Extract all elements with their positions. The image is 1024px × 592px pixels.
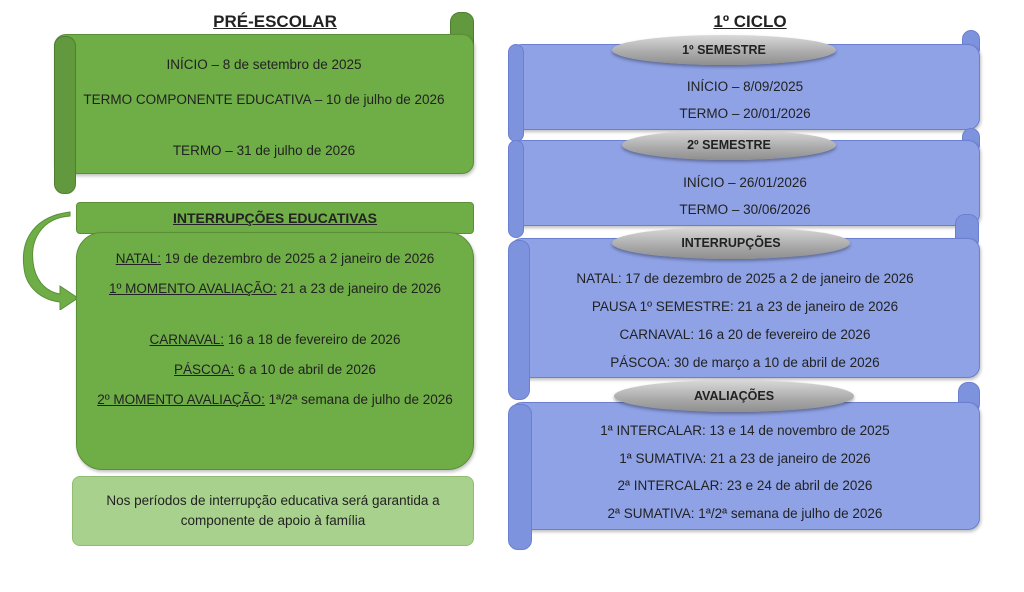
interrupcao-label: NATAL: — [115, 251, 162, 266]
interrupcao-label: PÁSCOA: — [174, 362, 235, 377]
curved-arrow-icon — [22, 210, 82, 310]
interrupcoes-educativas-title — [76, 202, 474, 234]
interrupcao-label: CARNAVAL: — [149, 332, 225, 347]
semestre1-inicio: INÍCIO – 8/09/2025 — [686, 79, 804, 94]
apoio-familia-note-text: Nos períodos de interrupção educativa será garantida a componente de apoio à família — [106, 493, 440, 528]
interrupcao-1-momento-avaliacao — [101, 279, 449, 299]
pre-escolar-dates-panel — [54, 34, 474, 174]
avaliacao-item: 2ª SUMATIVA: 1ª/2ª semana de julho de 2026 — [607, 506, 883, 521]
scroll-curl-bottom-left — [54, 36, 76, 194]
semestre1-termo: TERMO – 20/01/2026 — [679, 106, 811, 121]
interrupcao-1ciclo-item: CARNAVAL: 16 a 20 de fevereiro de 2026 — [619, 327, 871, 342]
semestre1-title-pill — [612, 35, 836, 65]
scroll-curl-bottom-left — [508, 44, 524, 142]
interrupcao-text: 21 a 23 de janeiro de 2026 — [276, 281, 442, 296]
interrupcao-text: 16 a 18 de fevereiro de 2026 — [224, 332, 401, 347]
avaliacao-item: 2ª INTERCALAR: 23 e 24 de abril de 2026 — [617, 478, 873, 493]
semestre2-inicio: INÍCIO – 26/01/2026 — [683, 175, 807, 190]
avaliacoes-panel — [510, 402, 980, 530]
pre-escolar-termo-componente: TERMO COMPONENTE EDUCATIVA – 10 de julho de 2026 — [83, 92, 445, 107]
interrupcao-text: 19 de dezembro de 2025 a 2 janeiro de 2026 — [161, 251, 435, 266]
pre-escolar-inicio: INÍCIO – 8 de setembro de 2025 — [166, 57, 362, 72]
scroll-curl-bottom-left — [508, 404, 532, 550]
interrupcoes-1ciclo-title: INTERRUPÇÕES — [681, 236, 781, 250]
interrupcoes-educativas-panel — [76, 232, 474, 470]
interrupcao-label: 1º MOMENTO AVALIAÇÃO: — [108, 281, 277, 296]
avaliacao-item: 1ª SUMATIVA: 21 a 23 de janeiro de 2026 — [619, 451, 871, 466]
avaliacoes-title-pill — [614, 380, 854, 412]
interrupcao-1ciclo-item: PÁSCOA: 30 de março a 10 de abril de 2026 — [610, 355, 880, 370]
interrupcao-text: 1ª/2ª semana de julho de 2026 — [264, 392, 453, 407]
interrupcao-pascoa — [77, 360, 473, 380]
semestre2-termo: TERMO – 30/06/2026 — [679, 202, 811, 217]
semestre2-title: 2º SEMESTRE — [687, 138, 771, 152]
pre-escolar-heading: PRÉ-ESCOLAR — [213, 12, 337, 31]
interrupcoes-1ciclo-title-pill — [612, 227, 850, 259]
interrupcao-1ciclo-item: NATAL: 17 de dezembro de 2025 a 2 de janeiro de 2026 — [576, 271, 914, 286]
interrupcao-2-momento-avaliacao — [95, 390, 455, 410]
scroll-curl-bottom-left — [508, 140, 524, 238]
interrupcao-natal — [77, 249, 473, 269]
semestre2-title-pill — [622, 130, 836, 160]
interrupcao-label: 2º MOMENTO AVALIAÇÃO: — [97, 392, 265, 407]
avaliacoes-title: AVALIAÇÕES — [693, 389, 775, 403]
interrupcoes-1ciclo-panel — [510, 238, 980, 378]
interrupcao-1ciclo-item: PAUSA 1º SEMESTRE: 21 a 23 de janeiro de 2026 — [591, 299, 899, 314]
avaliacao-item: 1ª INTERCALAR: 13 e 14 de novembro de 2025 — [600, 423, 890, 438]
interrupcao-carnaval — [77, 330, 473, 350]
apoio-familia-note — [72, 476, 474, 546]
pre-escolar-termo: TERMO – 31 de julho de 2026 — [172, 143, 356, 158]
semestre1-title: 1º SEMESTRE — [682, 43, 766, 57]
interrupcao-text: 6 a 10 de abril de 2026 — [234, 362, 376, 377]
primeiro-ciclo-heading: 1º CICLO — [713, 12, 787, 31]
interrupcoes-educativas-title-text: INTERRUPÇÕES EDUCATIVAS — [172, 210, 378, 226]
scroll-curl-bottom-left — [508, 240, 530, 400]
